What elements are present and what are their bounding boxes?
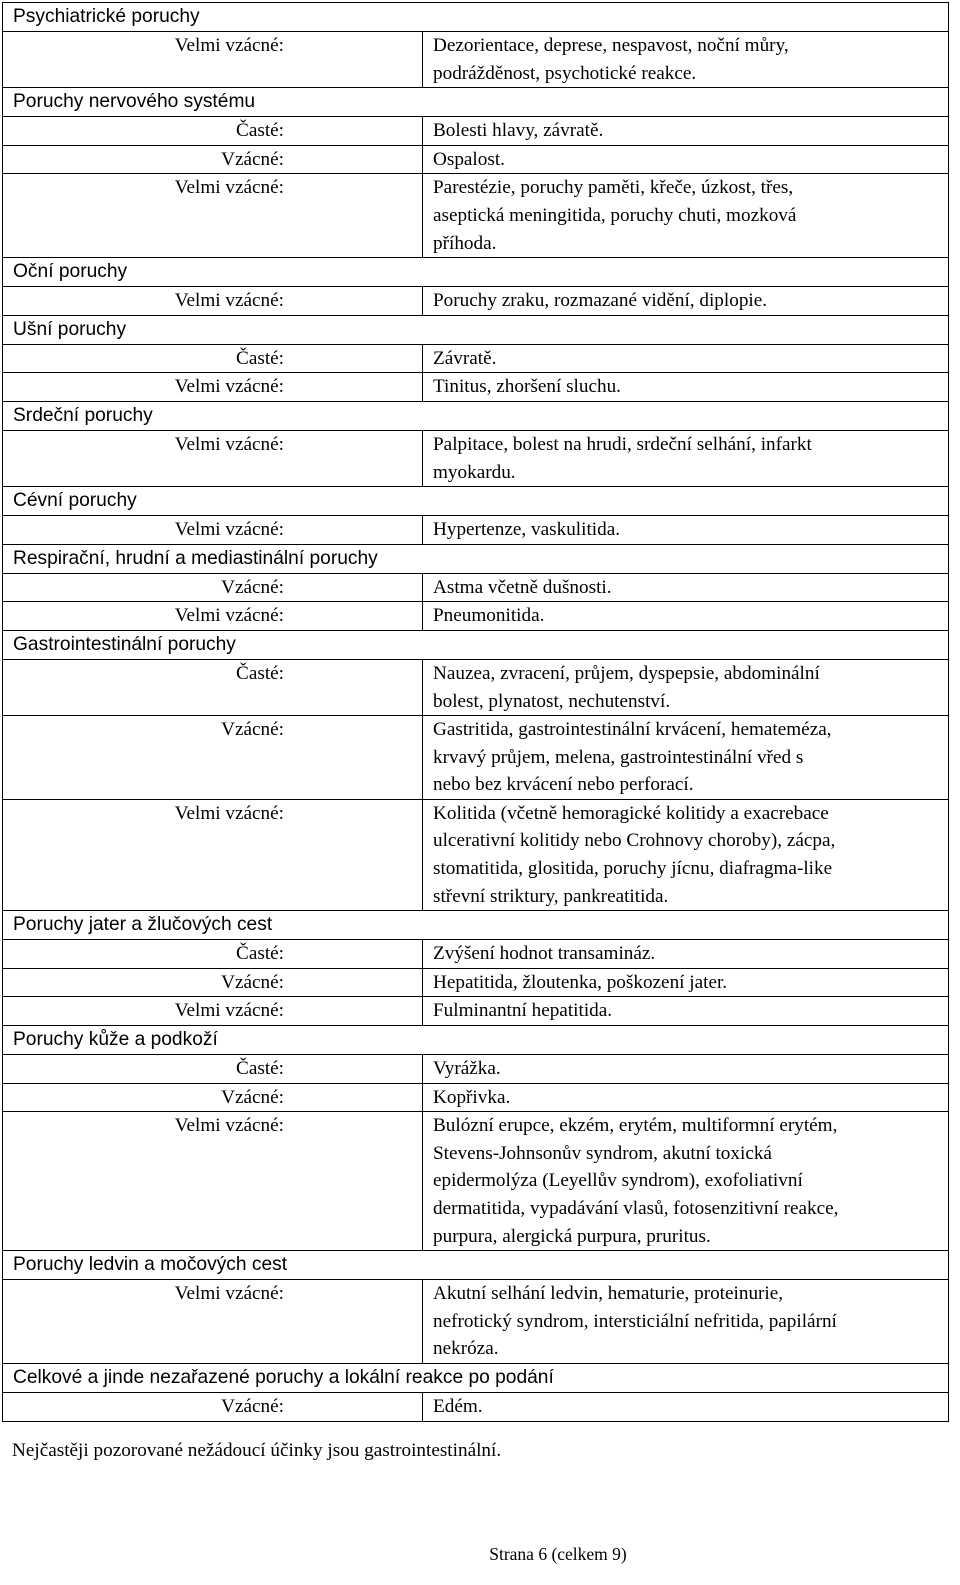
frequency-label: Vzácné: [3, 1392, 423, 1421]
description-line: podrážděnost, psychotické reakce. [433, 62, 697, 84]
table-row [3, 1392, 949, 1421]
effect-description [423, 287, 949, 316]
section-title: Poruchy kůže a podkoží [3, 1026, 949, 1055]
table-row [3, 32, 949, 88]
frequency-label: Velmi vzácné: [3, 799, 423, 910]
section-title: Oční poruchy [3, 258, 949, 287]
table-row [3, 344, 949, 373]
description-line: Hypertenze, vaskulitida. [433, 519, 621, 541]
description-line: Hepatitida, žloutenka, poškození jater. [433, 971, 728, 993]
description-line: Poruchy zraku, rozmazané vidění, diplopie. [433, 290, 768, 312]
description-line: Bolesti hlavy, závratě. [433, 120, 604, 142]
description-line: Kolitida (včetně hemoragické kolitidy a exacrebace [433, 802, 829, 824]
frequency-label: Velmi vzácné: [3, 1112, 423, 1251]
description-line: nekróza. [433, 1338, 499, 1360]
description-line: stomatitida, glositida, poruchy jícnu, diafragma-like [433, 858, 833, 880]
description-line: Stevens-Johnsonův syndrom, akutní toxická [433, 1142, 772, 1164]
section-header-row [3, 3, 949, 32]
table-row [3, 968, 949, 997]
effect-description [423, 716, 949, 800]
description-line: Astma včetně dušnosti. [433, 576, 612, 598]
description-line: Edém. [433, 1395, 483, 1417]
effect-description [423, 1112, 949, 1251]
section-title: Poruchy ledvin a močových cest [3, 1251, 949, 1280]
description-line: Bulózní erupce, ekzém, erytém, multiformní erytém, [433, 1115, 838, 1137]
effect-description [423, 602, 949, 631]
description-line: krvavý průjem, melena, gastrointestinální vřed s [433, 746, 804, 768]
frequency-label: Velmi vzácné: [3, 373, 423, 402]
section-header-row [3, 1363, 949, 1392]
table-row [3, 287, 949, 316]
frequency-label: Velmi vzácné: [3, 602, 423, 631]
description-line: Tinitus, zhoršení sluchu. [433, 376, 621, 398]
effect-description [423, 1280, 949, 1364]
footer-note: Nejčastěji pozorované nežádoucí účinky jsou gastrointestinální. [12, 1440, 502, 1461]
effect-description [423, 968, 949, 997]
table-row [3, 1055, 949, 1084]
table-row [3, 516, 949, 545]
effect-description [423, 145, 949, 174]
section-header-row [3, 258, 949, 287]
frequency-label: Vzácné: [3, 1083, 423, 1112]
description-line: Kopřivka. [433, 1086, 511, 1108]
description-line: ulcerativní kolitidy nebo Crohnovy choroby), zácpa, [433, 830, 836, 852]
description-line: střevní striktury, pankreatitida. [433, 885, 669, 907]
section-header-row [3, 1251, 949, 1280]
section-header-row [3, 401, 949, 430]
description-line: Ospalost. [433, 148, 505, 170]
effect-description [423, 1392, 949, 1421]
frequency-label: Velmi vzácné: [3, 32, 423, 88]
section-header-row [3, 315, 949, 344]
frequency-label: Vzácné: [3, 716, 423, 800]
description-line: Nauzea, zvracení, průjem, dyspepsie, abdominální [433, 662, 820, 684]
section-title: Celkové a jinde nezařazené poruchy a lokální reakce po podání [3, 1363, 949, 1392]
effect-description [423, 997, 949, 1026]
section-header-row [3, 630, 949, 659]
table-row [3, 1083, 949, 1112]
effect-description [423, 1083, 949, 1112]
table-row [3, 174, 949, 258]
table-row [3, 799, 949, 910]
section-title: Poruchy nervového systému [3, 88, 949, 117]
description-line: Vyrážka. [433, 1058, 501, 1080]
table-row [3, 373, 949, 402]
description-line: příhoda. [433, 232, 497, 254]
description-line: Fulminantní hepatitida. [433, 1000, 613, 1022]
frequency-label: Velmi vzácné: [3, 430, 423, 486]
page-number: Strana 6 (celkem 9) [489, 1544, 627, 1564]
section-title: Cévní poruchy [3, 487, 949, 516]
section-title: Gastrointestinální poruchy [3, 630, 949, 659]
frequency-label: Vzácné: [3, 573, 423, 602]
description-line: Parestézie, poruchy paměti, křeče, úzkost, třes, [433, 177, 794, 199]
description-line: nefrotický syndrom, intersticiální nefritida, papilární [433, 1310, 837, 1332]
description-line: myokardu. [433, 461, 516, 483]
description-line: Gastritida, gastrointestinální krvácení, hemateméza, [433, 719, 832, 741]
table-row [3, 145, 949, 174]
description-line: aseptická meningitida, poruchy chuti, mozková [433, 204, 797, 226]
section-title: Poruchy jater a žlučových cest [3, 911, 949, 940]
frequency-label: Časté: [3, 117, 423, 146]
table-row [3, 716, 949, 800]
table-row [3, 997, 949, 1026]
effect-description [423, 373, 949, 402]
effect-description [423, 573, 949, 602]
section-header-row [3, 487, 949, 516]
section-title: Respirační, hrudní a mediastinální poruchy [3, 544, 949, 573]
section-title: Srdeční poruchy [3, 401, 949, 430]
table-row [3, 573, 949, 602]
effect-description [423, 659, 949, 715]
frequency-label: Velmi vzácné: [3, 174, 423, 258]
description-line: nebo bez krvácení nebo perforací. [433, 774, 694, 796]
effect-description [423, 174, 949, 258]
effect-description [423, 430, 949, 486]
frequency-label: Velmi vzácné: [3, 287, 423, 316]
frequency-label: Časté: [3, 659, 423, 715]
frequency-label: Vzácné: [3, 145, 423, 174]
description-line: Palpitace, bolest na hrudi, srdeční selhání, infarkt [433, 433, 812, 455]
effect-description [423, 344, 949, 373]
frequency-label: Časté: [3, 1055, 423, 1084]
table-row [3, 602, 949, 631]
frequency-label: Vzácné: [3, 968, 423, 997]
table-row [3, 1112, 949, 1251]
table-row [3, 1280, 949, 1364]
table-row [3, 940, 949, 969]
section-title: Ušní poruchy [3, 315, 949, 344]
section-header-row [3, 88, 949, 117]
effect-description [423, 516, 949, 545]
table-row [3, 659, 949, 715]
description-line: Zvýšení hodnot transamináz. [433, 943, 656, 965]
effect-description [423, 940, 949, 969]
effect-description [423, 1055, 949, 1084]
frequency-label: Velmi vzácné: [3, 516, 423, 545]
frequency-label: Časté: [3, 344, 423, 373]
frequency-label: Velmi vzácné: [3, 997, 423, 1026]
effect-description [423, 32, 949, 88]
description-line: epidermolýza (Leyellův syndrom), exofoliativní [433, 1170, 803, 1192]
section-header-row [3, 1026, 949, 1055]
frequency-label: Časté: [3, 940, 423, 969]
description-line: Závratě. [433, 347, 497, 369]
section-header-row [3, 911, 949, 940]
table-row [3, 430, 949, 486]
description-line: dermatitida, vypadávání vlasů, fotosenzitivní reakce, [433, 1198, 839, 1219]
section-header-row [3, 544, 949, 573]
description-line: bolest, plynatost, nechutenství. [433, 690, 671, 712]
effect-description [423, 799, 949, 910]
adverse-effects-table [2, 2, 949, 1422]
effect-description [423, 117, 949, 146]
section-title: Psychiatrické poruchy [3, 3, 949, 32]
description-line: Pneumonitida. [433, 605, 545, 627]
description-line: purpura, alergická purpura, pruritus. [433, 1225, 711, 1247]
description-line: Akutní selhání ledvin, hematurie, proteinurie, [433, 1283, 784, 1305]
description-line: Dezorientace, deprese, nespavost, noční můry, [433, 35, 789, 56]
table-row [3, 117, 949, 146]
frequency-label: Velmi vzácné: [3, 1280, 423, 1364]
